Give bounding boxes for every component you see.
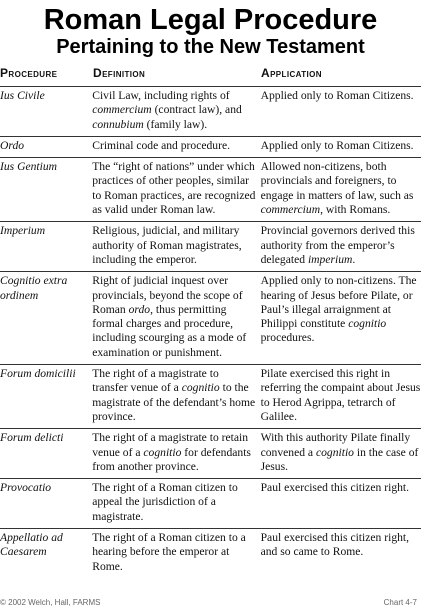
definition-cell: Right of judicial inquest over provincials, beyond the scope of Roman ordo, thus permitting formal charges and procedure, including scourging as a mode of examination or punishment.	[92, 274, 247, 359]
definition-cell: The right of a Roman citizen to a hearing before the emperor at Rome.	[92, 531, 246, 573]
copyright-text: © 2002 Welch, Hall, FARMS	[0, 598, 101, 607]
application-cell: Applied only to non-citizens. The hearing of Jesus before Pilate, or Paul’s illegal arraignment at Philippi constitute cognitio procedures.	[260, 274, 417, 345]
application-cell: Paul exercised this citizen right.	[260, 481, 410, 495]
header-application: Application	[261, 66, 322, 80]
table-row	[0, 136, 421, 157]
page-title: Roman Legal Procedure	[43, 4, 378, 36]
definition-cell: The right of a magistrate to transfer venue of a cognitio to the magistrate of the defendant’s home province.	[92, 367, 256, 423]
table-row	[0, 87, 421, 137]
header-definition: Definition	[93, 66, 146, 80]
table-row	[0, 158, 421, 222]
table-row	[0, 479, 421, 529]
chart-number: Chart 4-7	[383, 598, 417, 607]
table-body	[0, 87, 421, 578]
table-row	[0, 429, 421, 479]
procedure-cell: Forum domicilii	[0, 367, 76, 381]
table-row	[0, 529, 421, 578]
table-row	[0, 365, 421, 429]
procedure-cell: Provocatio	[0, 481, 52, 495]
definition-cell: Religious, judicial, and military authority of Roman magistrates, including the emperor.	[92, 224, 242, 266]
procedure-cell: Imperium	[0, 224, 46, 238]
table-row	[0, 222, 421, 272]
procedure-cell: Appellatio ad Caesarem	[0, 531, 63, 559]
procedure-cell: Cognitio extra ordinem	[0, 274, 68, 302]
application-cell: With this authority Pilate finally convened a cognitio in the case of Jesus.	[260, 431, 419, 473]
header-procedure: Procedure	[0, 66, 58, 80]
procedure-cell: Ordo	[0, 138, 25, 152]
definition-cell: The “right of nations” under which practices of other peoples, similar to Roman practices, are recognized as valid under Roman law.	[92, 160, 256, 217]
definition-cell: Civil Law, including rights of commercium (contract law), and connubium (family law).	[92, 89, 242, 131]
definition-cell: The right of a magistrate to retain venue of a cognitio for defendants from another province.	[92, 431, 251, 473]
procedure-cell: Ius Civile	[0, 89, 45, 102]
application-cell: Paul exercised this citizen right, and so came to Rome.	[260, 531, 410, 559]
page-subtitle: Pertaining to the New Testament	[56, 36, 365, 58]
procedure-cell: Ius Gentium	[0, 160, 57, 174]
application-cell: Pilate exercised this right in referring the compaint about Jesus to Herod Agrippa, tetrarch of Galilee.	[260, 367, 421, 423]
application-cell: Allowed non-citizens, both provincials and foreigners, to engage in matters of law, such as commercium, with Romans.	[260, 160, 414, 217]
application-cell: Provincial governors derived this authority from the emperor’s delegated imperium.	[260, 224, 415, 266]
procedure-table	[0, 86, 421, 578]
application-cell: Applied only to Roman Citizens.	[260, 89, 414, 102]
definition-cell: Criminal code and procedure.	[92, 138, 231, 152]
table-row	[0, 272, 421, 365]
application-cell: Applied only to Roman Citizens.	[260, 138, 414, 152]
definition-cell: The right of a Roman citizen to appeal the jurisdiction of a magistrate.	[92, 481, 238, 523]
procedure-cell: Forum delicti	[0, 431, 64, 445]
